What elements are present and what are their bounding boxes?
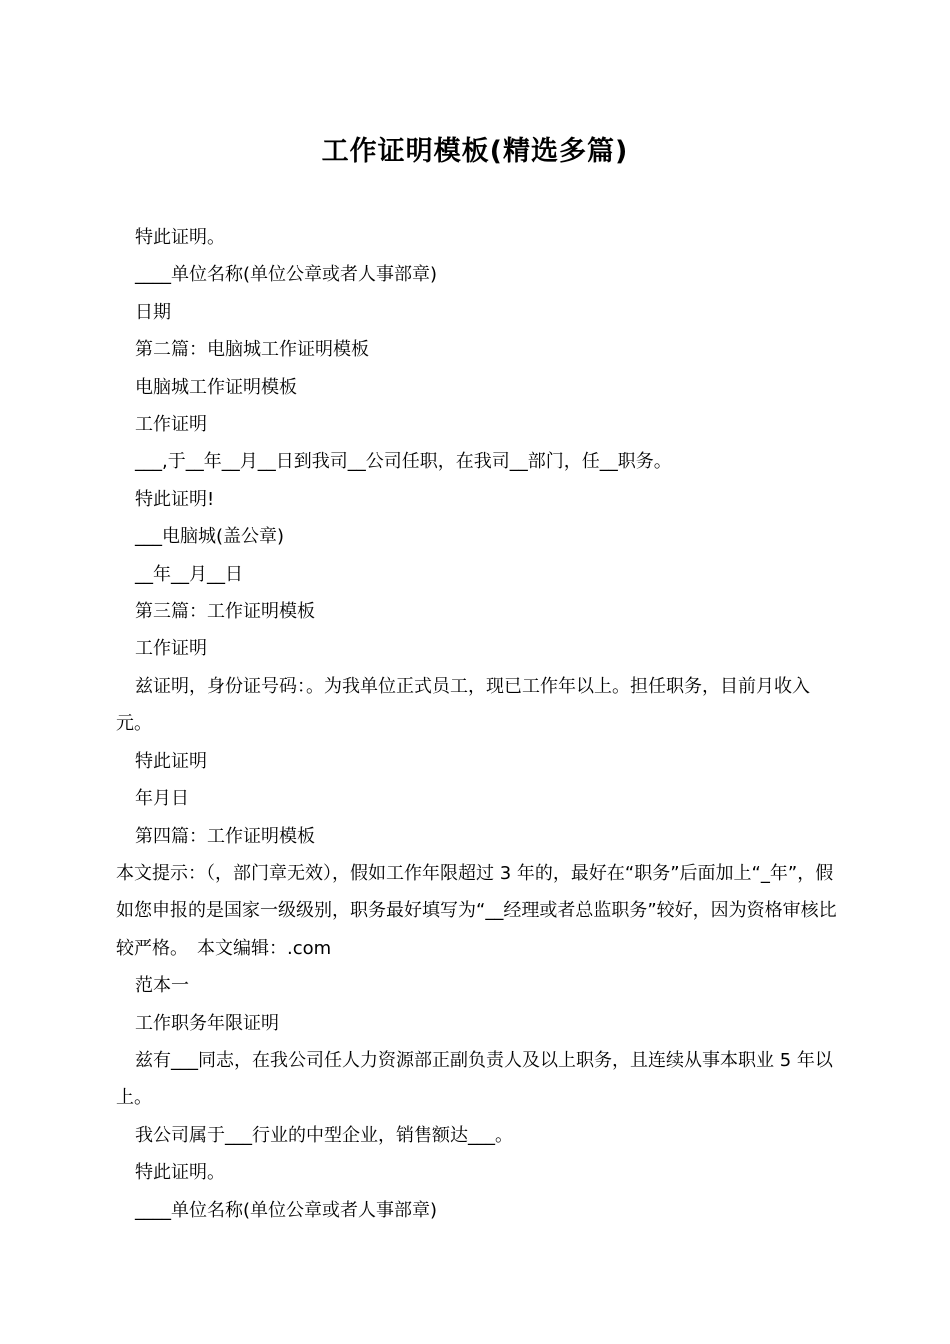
document-title: 工作证明模板(精选多篇) <box>321 136 629 167</box>
paragraph: 电脑城工作证明模板 <box>135 376 297 398</box>
tip-paragraph: 本文提示：（，部门章无效），假如工作年限超过 3 年的，最好在“职务”后面加上“_年”，假如您申报的是国家一级级别，职务最好填写为“__经理或者总监职务”较好，因为资格审核比较严格。 本文编辑：.com <box>116 862 837 959</box>
section-heading: 第四篇：工作证明模板 <box>135 825 315 847</box>
paragraph: ____单位名称(单位公章或者人事部章) <box>135 264 438 286</box>
paragraph: ____单位名称(单位公章或者人事部章) <box>135 1199 438 1221</box>
paragraph: 我公司属于___行业的中型企业，销售额达___。 <box>135 1124 513 1146</box>
document-body <box>116 219 840 1229</box>
paragraph: 兹证明，身份证号码：。为我单位正式员工，现已工作年以上。担任职务，目前月收入元。 <box>116 675 810 735</box>
paragraph: 范本一 <box>135 975 189 997</box>
section-heading: 第三篇：工作证明模板 <box>135 601 315 623</box>
paragraph: ___电脑城(盖公章) <box>135 526 285 548</box>
paragraph: 年月日 <box>135 788 189 810</box>
paragraph: 兹有___同志，在我公司任人力资源部正副负责人及以上职务，且连续从事本职业 5 年以上。 <box>116 1049 833 1109</box>
paragraph: 工作证明 <box>135 638 207 660</box>
paragraph: 工作职务年限证明 <box>135 1012 279 1034</box>
paragraph: 特此证明。 <box>135 1162 225 1184</box>
paragraph: 日期 <box>135 301 171 323</box>
paragraph: __年__月__日 <box>135 563 243 585</box>
paragraph: ___,于__年__月__日到我司__公司任职，在我司__部门，任__职务。 <box>135 451 672 473</box>
paragraph: 特此证明 <box>135 750 207 772</box>
paragraph: 特此证明。 <box>135 227 225 248</box>
paragraph: 工作证明 <box>135 414 207 436</box>
paragraph: 特此证明! <box>135 488 215 510</box>
section-heading: 第二篇：电脑城工作证明模板 <box>135 339 369 361</box>
